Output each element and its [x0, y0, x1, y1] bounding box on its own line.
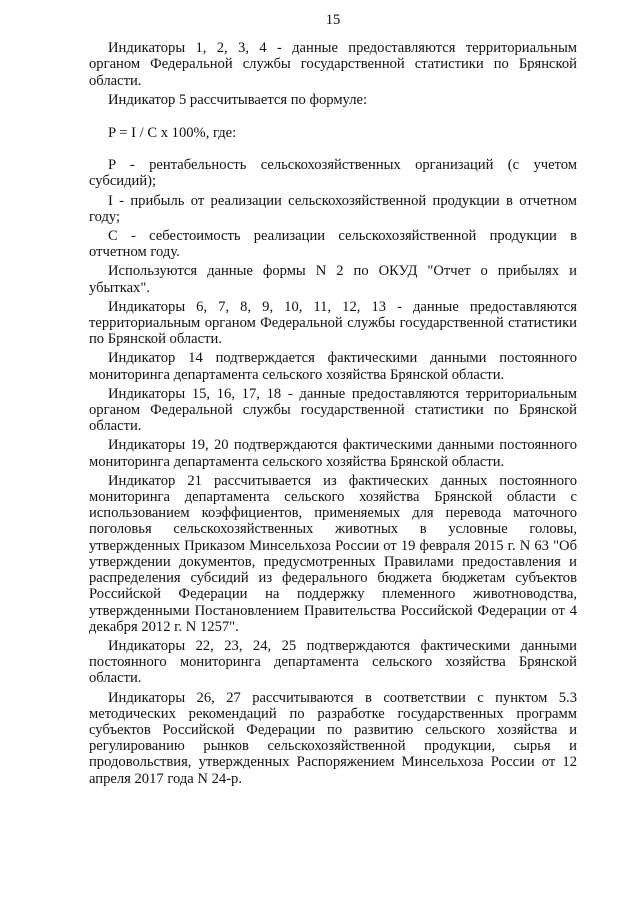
formula: P = I / C x 100%, где: [108, 125, 237, 142]
formula-term-i: I - прибыль от реализации сельскохозяйственной продукции в отчетном году; [89, 192, 577, 225]
document-page [89, 12, 577, 790]
paragraph-okud-form: Используются данные формы N 2 по ОКУД "Отчет о прибылях и убытках". [89, 263, 577, 296]
paragraph-indicators-15-18: Индикаторы 15, 16, 17, 18 - данные предоставляются территориальным органом Федеральной службы государственной статистики по Брянской области. [89, 385, 577, 435]
paragraph-indicator-21: Индикатор 21 рассчитывается из фактических данных постоянного мониторинга департамента сельского хозяйства Брянской области с использованием коэффициентов, применяемых для перевода маточного поголовья сельскохозяйственных животных в условные головы, утвержденных Приказом Минсельхоза России от 19 февраля 2015 г. N 63 "Об утверждении документов, предусмотренных Правилами предоставления и распределения субсидий из федерального бюджета бюджетам субъектов Российской Федерации на поддержку племенного животноводства, утвержденными Постановлением Правительства Российской Федерации от 4 декабря 2012 г. N 1257". [89, 472, 577, 635]
formula-term-c: C - себестоимость реализации сельскохозяйственной продукции в отчетном году. [89, 228, 577, 261]
paragraph-indicator-5-intro: Индикатор 5 рассчитывается по формуле: [108, 91, 368, 108]
paragraph-indicators-1-4: Индикаторы 1, 2, 3, 4 - данные предоставляются территориальным органом Федеральной службы государственной статистики по Брянской области. [89, 40, 577, 89]
paragraph-indicators-22-25: Индикаторы 22, 23, 24, 25 подтверждаются фактическими данными постоянного мониторинга департамента сельского хозяйства Брянской области. [89, 637, 577, 687]
paragraph-indicator-14: Индикатор 14 подтверждается фактическими данными постоянного мониторинга департамента сельского хозяйства Брянской области. [89, 350, 577, 383]
paragraph-indicators-6-13: Индикаторы 6, 7, 8, 9, 10, 11, 12, 13 - данные предоставляются территориальным органом Федеральной службы государственной статистики по Брянской области. [89, 298, 577, 348]
page-number: 15 [325, 12, 341, 28]
paragraph-indicators-26-27: Индикаторы 26, 27 рассчитываются в соответствии с пунктом 5.3 методических рекомендаций по разработке государственных программ субъектов Российской Федерации по развитию сельского хозяйства и регулированию рынков сельскохозяйственной продукции, сырья и продовольствия, утвержденных Распоряжением Минсельхоза России от 12 апреля 2017 года N 24-р. [89, 689, 577, 787]
formula-term-p: P - рентабельность сельскохозяйственных организаций (с учетом субсидий); [89, 157, 577, 190]
paragraph-indicators-19-20: Индикаторы 19, 20 подтверждаются фактическими данными постоянного мониторинга департамента сельского хозяйства Брянской области. [89, 437, 577, 470]
